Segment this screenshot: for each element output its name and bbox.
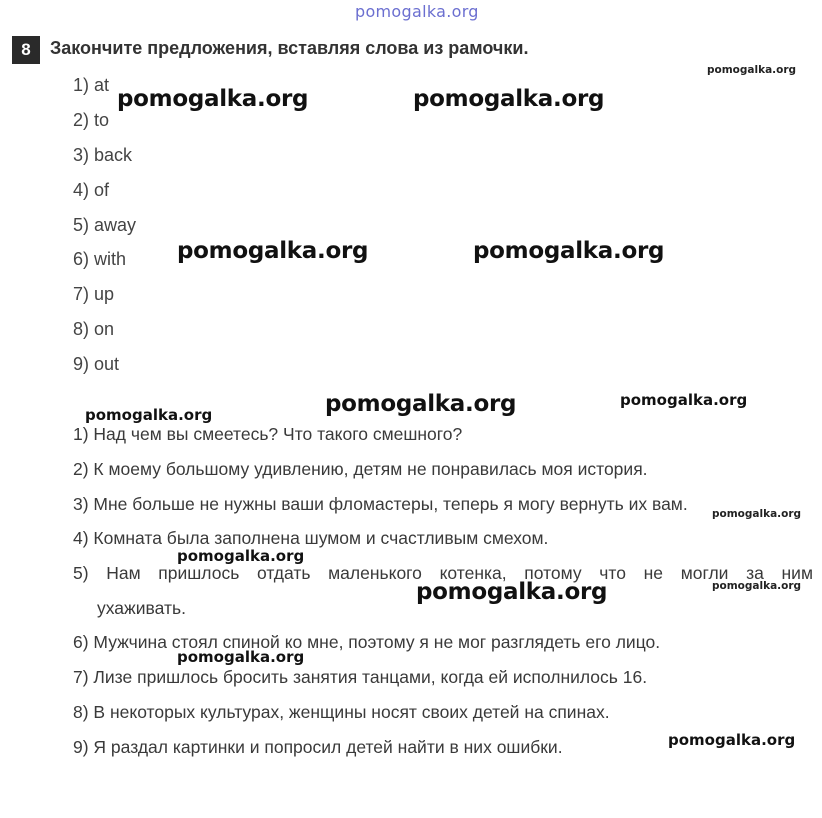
watermark: pomogalka.org — [117, 86, 309, 112]
sentence-6: 6) Мужчина стоял спиной ко мне, поэтому я не мог разглядеть его лицо. — [73, 632, 661, 652]
watermark: pomogalka.org — [325, 391, 517, 417]
sentence-4: 4) Комната была заполнена шумом и счастливым смехом. — [73, 528, 549, 548]
watermark: pomogalka.org — [177, 547, 305, 565]
task-number-badge: 8 — [12, 36, 40, 64]
word-option: 6) with — [73, 249, 127, 269]
watermark: pomogalka.org — [177, 648, 305, 666]
word-option: 1) at — [73, 75, 110, 95]
watermark: pomogalka.org — [85, 406, 213, 424]
sentence-1: 1) Над чем вы смеетесь? Что такого смешного? — [73, 424, 463, 444]
sentence-5: 5) Нам пришлось отдать маленького котенка, потому что не могли за ним — [73, 563, 813, 583]
watermark: pomogalka.org — [416, 579, 608, 605]
watermark: pomogalka.org — [712, 508, 802, 520]
watermark: pomogalka.org — [177, 238, 369, 264]
sentence-7: 7) Лизе пришлось бросить занятия танцами, когда ей исполнилось 16. — [73, 667, 648, 687]
sentence-3: 3) Мне больше не нужны ваши фломастеры, теперь я могу вернуть их вам. — [73, 494, 688, 514]
sentence-2: 2) К моему большому удивлению, детям не понравилась моя история. — [73, 459, 648, 479]
word-option: 2) to — [73, 110, 110, 130]
watermark: pomogalka.org — [707, 64, 797, 76]
watermark: pomogalka.org — [620, 391, 748, 409]
watermark: pomogalka.org — [413, 86, 605, 112]
watermark: pomogalka.org — [712, 580, 802, 592]
sentence-5-continuation: ухаживать. — [97, 598, 186, 618]
word-option: 9) out — [73, 354, 120, 374]
header-watermark: pomogalka.org — [355, 2, 479, 21]
word-option: 7) up — [73, 284, 115, 304]
watermark: pomogalka.org — [473, 238, 665, 264]
word-option: 4) of — [73, 180, 110, 200]
sentence-8: 8) В некоторых культурах, женщины носят своих детей на спинах. — [73, 702, 610, 722]
task-title: Закончите предложения, вставляя слова из рамочки. — [50, 38, 529, 58]
word-option: 3) back — [73, 145, 133, 165]
word-option: 5) away — [73, 215, 137, 235]
watermark: pomogalka.org — [668, 731, 796, 749]
sentence-9: 9) Я раздал картинки и попросил детей найти в них ошибки. — [73, 737, 563, 757]
word-option: 8) on — [73, 319, 115, 339]
